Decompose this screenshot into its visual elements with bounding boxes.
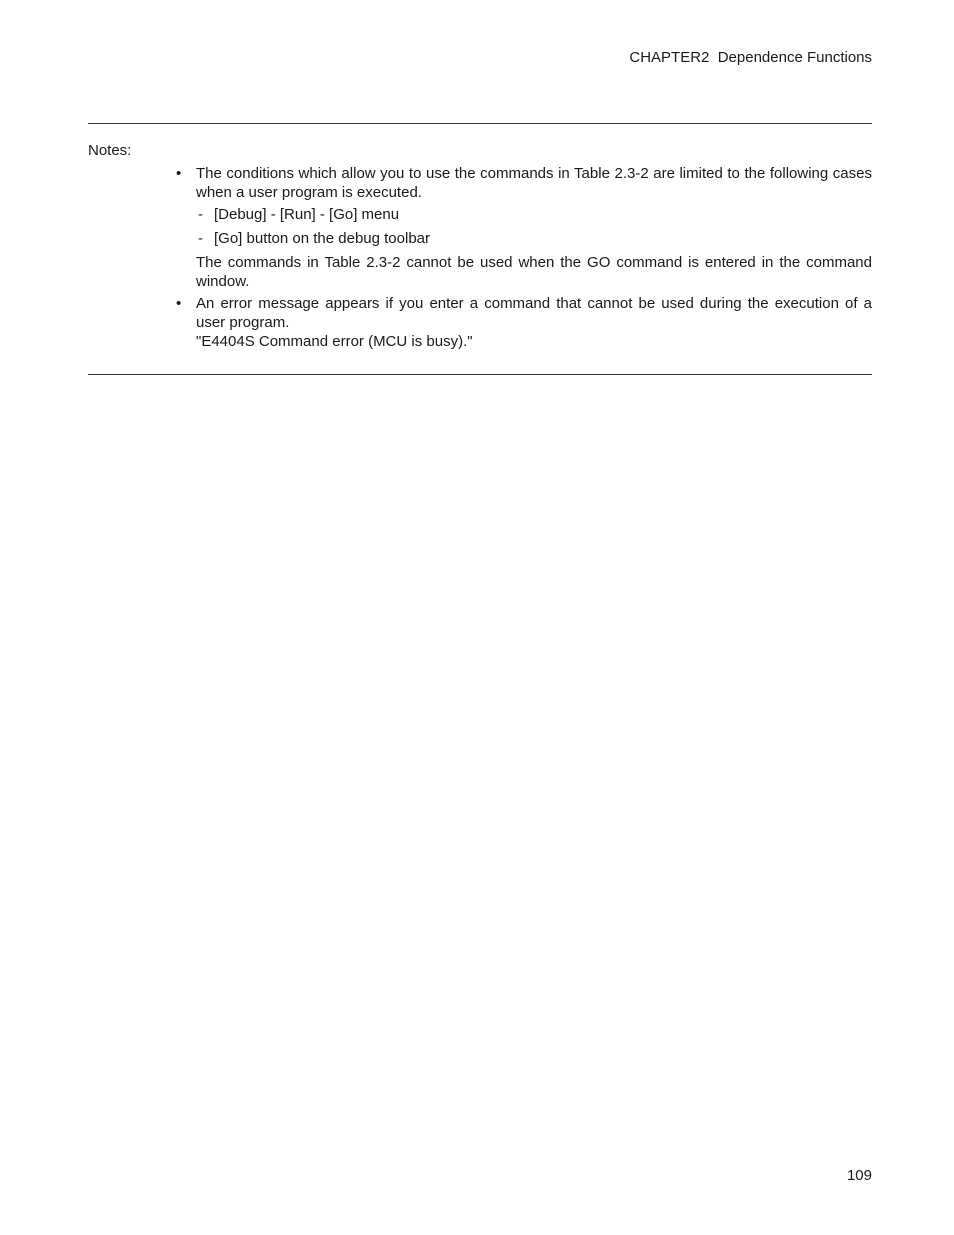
note-item	[176, 164, 872, 291]
sub-item-text: [Go] button on the debug toolbar	[214, 230, 430, 247]
note-item	[176, 294, 872, 351]
running-header: CHAPTER2 Dependence Functions	[629, 49, 872, 66]
sub-list-item	[196, 229, 872, 248]
bullet-icon: •	[176, 295, 182, 312]
notes-list	[176, 164, 872, 354]
page-number: 109	[846, 1167, 872, 1184]
dash-marker: -	[198, 230, 203, 247]
dash-marker: -	[198, 206, 203, 223]
sub-list	[196, 205, 872, 248]
note-followup-text: The commands in Table 2.3-2 cannot be used when the GO command is entered in the command window.	[196, 254, 872, 290]
top-divider	[88, 123, 872, 124]
bottom-divider	[88, 374, 872, 375]
bullet-icon: •	[176, 165, 182, 182]
sub-list-item	[196, 205, 872, 224]
sub-item-text: [Debug] - [Run] - [Go] menu	[214, 206, 400, 223]
note-text: An error message appears if you enter a command that cannot be used during the execution of a user program.	[196, 295, 872, 331]
error-message: "E4404S Command error (MCU is busy)."	[196, 333, 473, 350]
note-text: The conditions which allow you to use the commands in Table 2.3-2 are limited to the following cases when a user program is executed.	[196, 165, 872, 201]
notes-label: Notes:	[88, 142, 132, 159]
